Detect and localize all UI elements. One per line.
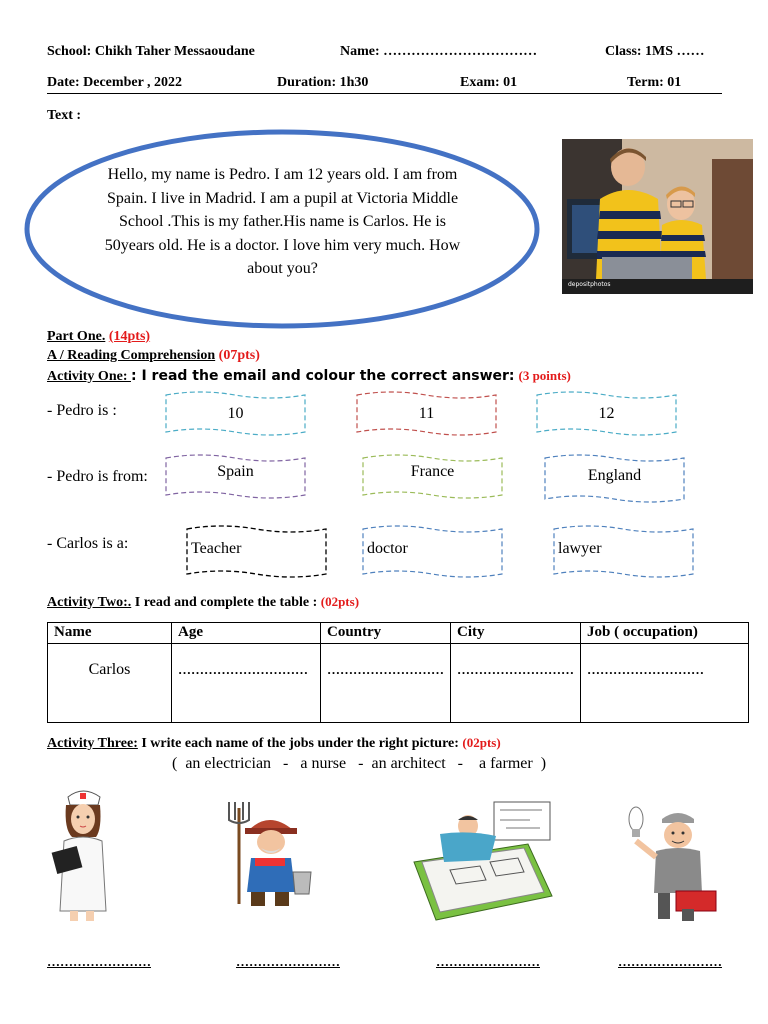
activity-one-heading xyxy=(47,367,571,385)
father-son-photo xyxy=(562,139,753,294)
answer-option[interactable] xyxy=(355,390,498,438)
answer-option[interactable] xyxy=(543,453,686,505)
table-header: Job ( occupation) xyxy=(581,623,749,644)
question-prompt: - Carlos is a: xyxy=(47,535,129,552)
table-header: Name xyxy=(48,623,172,644)
term-label: Term: 01 xyxy=(627,75,682,90)
table-cell-input[interactable]: ………………………… xyxy=(172,644,321,723)
school-name: School: Chikh Taher Messaoudane xyxy=(47,44,255,59)
info-table xyxy=(47,622,749,723)
option-label: Spain xyxy=(217,463,254,480)
architect-picture xyxy=(410,800,555,922)
question-prompt: - Pedro is : xyxy=(47,402,117,419)
answer-option[interactable] xyxy=(185,524,328,580)
option-label: 11 xyxy=(418,405,435,422)
activity-one-points: (3 points) xyxy=(518,368,571,383)
table-header: Country xyxy=(321,623,451,644)
option-label: France xyxy=(410,463,455,480)
answer-option[interactable] xyxy=(535,390,678,438)
header-divider xyxy=(47,93,722,94)
table-header: City xyxy=(451,623,581,644)
activity-two-label: Activity Two:. xyxy=(47,595,132,610)
answer-line[interactable]: …………………… xyxy=(236,954,340,969)
exam-label: Exam: 01 xyxy=(460,75,518,90)
duration-label: Duration: 1h30 xyxy=(277,75,369,90)
text-label: Text : xyxy=(47,108,82,123)
part-one-title: Part One. xyxy=(47,329,106,344)
answer-line[interactable]: …………………… xyxy=(47,954,151,969)
class-label: Class: 1MS …… xyxy=(605,44,705,59)
answer-option[interactable] xyxy=(361,524,504,580)
table-cell-input[interactable]: ……………………… xyxy=(451,644,581,723)
activity-two-instruction: I read and complete the table : xyxy=(131,595,318,610)
part-one-points: (14pts) xyxy=(108,329,151,344)
option-label: 12 xyxy=(598,405,615,422)
option-label: England xyxy=(587,467,642,484)
job-choices: ( an electrician - a nurse - an architect - a farmer ) xyxy=(172,755,547,772)
table-cell-name: Carlos xyxy=(48,644,172,723)
photo-caption: depositphotos xyxy=(568,281,611,288)
option-label: Teacher xyxy=(191,540,242,557)
answer-option[interactable] xyxy=(552,524,695,580)
answer-line[interactable]: …………………… xyxy=(618,954,722,969)
activity-three-heading xyxy=(47,735,501,752)
reading-points: (07pts) xyxy=(218,348,260,363)
answer-option[interactable] xyxy=(164,390,307,438)
activity-three-instruction: I write each name of the jobs under the right picture: xyxy=(137,736,459,751)
reading-heading xyxy=(47,348,260,364)
part-one-heading xyxy=(47,329,150,345)
student-name-field[interactable]: Name: …………………………… xyxy=(340,44,538,59)
activity-three-label: Activity Three: xyxy=(47,736,138,751)
question-prompt: - Pedro is from: xyxy=(47,468,148,485)
table-header: Age xyxy=(172,623,321,644)
option-label: lawyer xyxy=(558,540,602,557)
date-label: Date: December , 2022 xyxy=(47,75,183,90)
activity-one-label: Activity One: xyxy=(47,369,131,384)
option-label: doctor xyxy=(367,540,408,557)
answer-option[interactable] xyxy=(164,453,307,501)
option-label: 10 xyxy=(227,405,244,422)
table-row xyxy=(48,644,749,723)
activity-two-heading xyxy=(47,594,359,611)
table-cell-input[interactable]: ……………………… xyxy=(581,644,749,723)
activity-one-instruction: : I read the email and colour the correct answer: xyxy=(130,368,515,384)
farmer-picture xyxy=(225,800,315,908)
nurse-picture xyxy=(50,785,116,923)
reading-title: A / Reading Comprehension xyxy=(47,348,216,363)
activity-two-points: (02pts) xyxy=(320,594,360,609)
reading-passage: Hello, my name is Pedro. I am 12 years old. I am from Spain. I live in Madrid. I am a pupil at Victoria Middle School .This is my father.His name is Carlos. He is 50years old. He is a doctor. I love him very much. How about you? xyxy=(104,166,461,277)
electrician-picture xyxy=(622,805,722,923)
table-header-row xyxy=(48,623,749,644)
table-cell-input[interactable]: ……………………… xyxy=(321,644,451,723)
answer-line[interactable]: …………………… xyxy=(436,954,540,969)
activity-three-points: (02pts) xyxy=(462,735,501,750)
answer-option[interactable] xyxy=(361,453,504,501)
